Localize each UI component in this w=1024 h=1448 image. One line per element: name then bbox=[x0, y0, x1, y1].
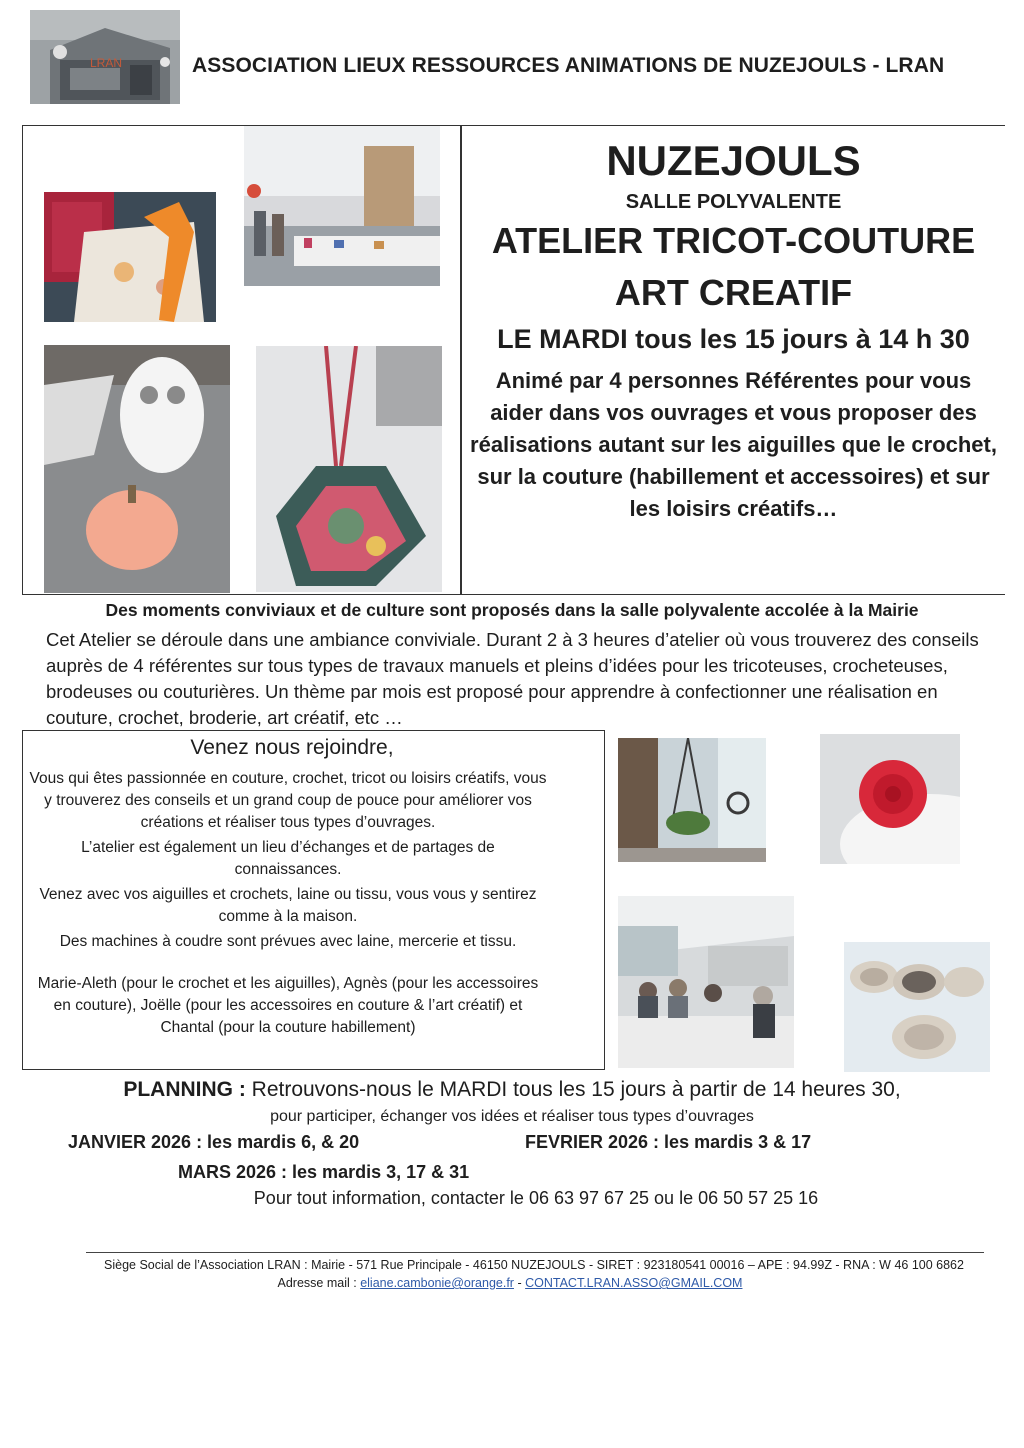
event-place: NUZEJOULS bbox=[606, 137, 861, 184]
planning-label: PLANNING : bbox=[123, 1078, 246, 1101]
photo-fabric-bag bbox=[44, 192, 216, 322]
event-panel bbox=[462, 125, 1005, 595]
contact-phones: Pour tout information, contacter le 06 63 97 67 25 ou le 06 50 57 25 16 bbox=[253, 1188, 819, 1208]
svg-text:LRAN: LRAN bbox=[90, 56, 123, 70]
join-body bbox=[28, 768, 548, 1042]
event-schedule: LE MARDI tous les 15 jours à 14 h 30 bbox=[497, 324, 970, 354]
planning-line bbox=[0, 1078, 1024, 1102]
photo-crochet-baskets bbox=[844, 942, 990, 1072]
email-link-contact[interactable]: CONTACT.LRAN.ASSO@GMAIL.COM bbox=[525, 1276, 743, 1290]
photo-owl-and-pumpkin bbox=[44, 345, 230, 593]
planning-subtitle: pour participer, échanger vos idées et réaliser tous types d’ouvrages bbox=[270, 1108, 754, 1125]
february-dates: FEVRIER 2026 : les mardis 3 & 17 bbox=[525, 1132, 812, 1152]
photo-fabric-basket bbox=[256, 346, 442, 592]
event-description: Animé par 4 personnes Référentes pour vous aider dans vos ouvrages et vous proposer des réalisations autant sur les aiguilles que le crochet, sur la couture (habillement et accessoires) et sur les loisirs créatifs… bbox=[470, 368, 997, 521]
photo-red-crochet-flower bbox=[820, 734, 960, 864]
moments-heading: Des moments conviviaux et de culture sont proposés dans la salle polyvalente accolée à la Mairie bbox=[105, 600, 919, 620]
event-room: SALLE POLYVALENTE bbox=[625, 191, 842, 213]
march-dates: MARS 2026 : les mardis 3, 17 & 31 bbox=[178, 1162, 470, 1182]
intro-paragraph: Cet Atelier se déroule dans une ambiance conviviale. Durant 2 à 3 heures d’atelier où vous trouverez des conseils auprès de 4 référentes sur tous types de travaux manuels et pleins d’idées pour les tricoteuses, crocheteuses, brodeuses ou couturières. Un thème par mois est proposé pour apprendre à confectionner une réalisation en couture, crochet, broderie, art créatif, etc … bbox=[46, 629, 979, 728]
association-logo bbox=[30, 10, 180, 104]
footer-divider bbox=[86, 1252, 984, 1253]
january-dates: JANVIER 2026 : les mardis 6, & 20 bbox=[68, 1132, 360, 1152]
join-paragraph: Vous qui êtes passionnée en couture, crochet, tricot ou loisirs créatifs, vous y trouverez des conseils et un grand coup de pouce pour améliorer vos créations et réaliser tous types d’ouvrages. bbox=[29, 770, 547, 831]
photo-workshop-participants bbox=[618, 896, 794, 1068]
join-paragraph: L’atelier est également un lieu d’échanges et de partages de connaissances. bbox=[81, 839, 495, 878]
planning-text: Retrouvons-nous le MARDI tous les 15 jours à partir de 14 heures 30, bbox=[251, 1078, 901, 1101]
join-title: Venez nous rejoindre, bbox=[190, 736, 394, 759]
footer-mail-label: Adresse mail : bbox=[277, 1276, 357, 1290]
footer-mail-line bbox=[0, 1276, 1024, 1290]
join-paragraph: Des machines à coudre sont prévues avec laine, mercerie et tissu. bbox=[59, 933, 517, 950]
footer-mail-separator: - bbox=[517, 1276, 522, 1290]
referents-paragraph: Marie-Aleth (pour le crochet et les aiguilles), Agnès (pour les accessoires en couture), Joëlle (pour les accessoires en couture & l’art créatif) et Chantal (pour la couture habillement) bbox=[37, 975, 539, 1036]
event-title-line2: ART CREATIF bbox=[614, 272, 853, 313]
photo-hanging-plant bbox=[618, 738, 766, 862]
photo-craft-fair-hall bbox=[244, 126, 440, 286]
email-link-eliane[interactable]: eliane.cambonie@orange.fr bbox=[360, 1276, 514, 1290]
join-paragraph: Venez avec vos aiguilles et crochets, laine ou tissu, vous vous y sentirez comme à la maison. bbox=[39, 886, 537, 925]
event-title-line1: ATELIER TRICOT-COUTURE bbox=[491, 220, 976, 261]
organization-title: ASSOCIATION LIEUX RESSOURCES ANIMATIONS DE NUZEJOULS - LRAN bbox=[192, 54, 945, 77]
footer-address: Siège Social de l’Association LRAN : Mairie - 571 Rue Principale - 46150 NUZEJOULS - SIRET : 923180541 00016 – APE : 94.99Z - RNA : W 46 100 6862 bbox=[104, 1258, 964, 1272]
